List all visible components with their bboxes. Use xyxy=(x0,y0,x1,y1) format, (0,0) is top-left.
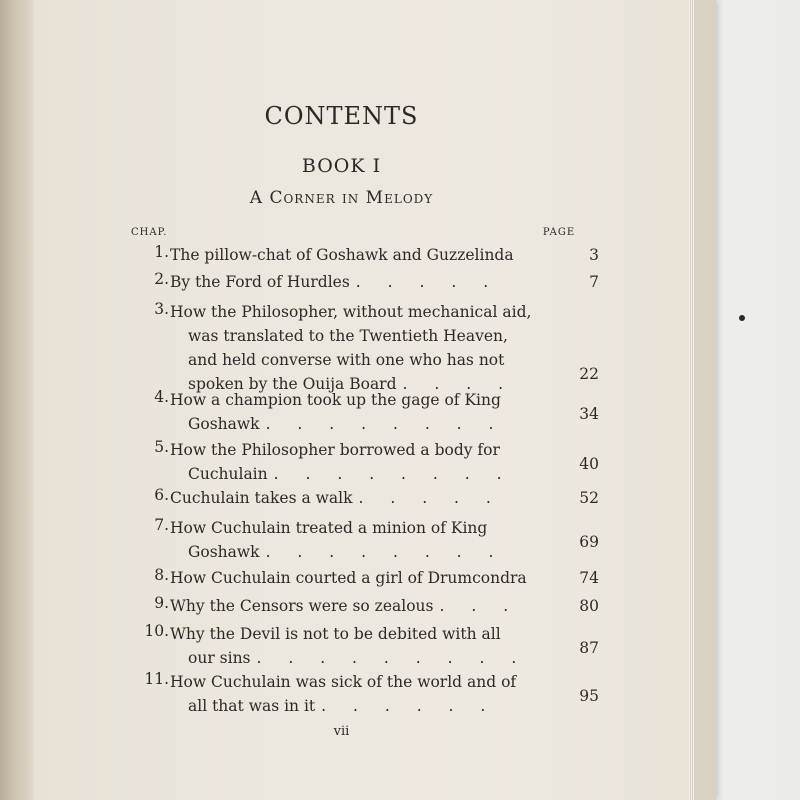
toc-entry-line: How the Philosopher, without mechanical aid, xyxy=(170,303,532,321)
toc-entry-line: was translated to the Twentieth Heaven, xyxy=(188,327,508,345)
toc-entry-line: Goshawk . . . . . . . . xyxy=(188,415,505,433)
toc-entry-title xyxy=(170,670,535,718)
toc-entry-number: 8. xyxy=(154,566,169,584)
leader-dots: . . . . . . xyxy=(321,697,497,715)
page-column-header: PAGE xyxy=(542,227,576,238)
toc-entry-page: 74 xyxy=(579,569,599,587)
toc-entry-title xyxy=(170,438,535,486)
toc-entry-line: our sins . . . . . . . . . xyxy=(188,649,528,667)
toc-entry-number: 5. xyxy=(154,438,169,456)
toc-entry-title xyxy=(170,270,535,294)
book-page xyxy=(34,0,689,800)
leader-dots: . . . xyxy=(439,597,520,615)
chap-column-header: CHAP. xyxy=(131,227,168,238)
toc-entry-line: How Cuchulain was sick of the world and of xyxy=(170,673,517,691)
toc-entry-line: How Cuchulain courted a girl of Drumcondra xyxy=(170,569,527,587)
leader-dots: . . . . . . . . xyxy=(273,465,513,483)
toc-entry-number: 10. xyxy=(144,622,169,640)
toc-entry-page: 7 xyxy=(589,273,599,291)
contents-heading: CONTENTS xyxy=(264,102,419,130)
toc-entry-number: 2. xyxy=(154,270,169,288)
toc-entry-number: 11. xyxy=(144,670,169,688)
toc-entry-line: Why the Devil is not to be debited with all xyxy=(170,625,501,643)
toc-entry-title xyxy=(170,566,535,590)
toc-entry-page: 40 xyxy=(579,455,599,473)
toc-entry-line: Cuchulain . . . . . . . . xyxy=(188,465,513,483)
toc-entry-number: 9. xyxy=(154,594,169,612)
toc-entry-title xyxy=(170,300,535,396)
leader-dots: . . . . . . . . xyxy=(265,543,505,561)
page-edge xyxy=(689,0,695,800)
toc-entry-title xyxy=(170,622,535,670)
book-heading: BOOK I xyxy=(301,155,382,177)
toc-entry-line: How the Philosopher borrowed a body for xyxy=(170,441,500,459)
leader-dots: . . . . . xyxy=(358,489,502,507)
toc-entry-number: 3. xyxy=(154,300,169,318)
page-gutter xyxy=(0,0,34,800)
toc-entry-line: spoken by the Ouija Board . . . . xyxy=(188,375,515,393)
toc-entry-page: 80 xyxy=(579,597,599,615)
toc-entry-number: 1. xyxy=(154,243,169,261)
toc-entry-line: and held converse with one who has not xyxy=(188,351,505,369)
leader-dots: . . . . . . . . xyxy=(265,415,505,433)
toc-entry-line: Cuchulain takes a walk . . . . . xyxy=(170,489,502,507)
toc-entry-title xyxy=(170,594,535,618)
toc-entry-title xyxy=(170,486,535,510)
page-folio: vii xyxy=(333,724,350,739)
toc-entry-page: 3 xyxy=(589,246,599,264)
toc-entry-page: 87 xyxy=(579,639,599,657)
toc-entry-line: Goshawk . . . . . . . . xyxy=(188,543,505,561)
toc-entry-line: By the Ford of Hurdles . . . . . xyxy=(170,273,500,291)
toc-entry-title xyxy=(170,388,535,436)
toc-entry-page: 52 xyxy=(579,489,599,507)
toc-entry-page: 95 xyxy=(579,687,599,705)
toc-entry-page: 34 xyxy=(579,405,599,423)
leader-dots: . . . . . . . . . xyxy=(256,649,528,667)
toc-entry-title xyxy=(170,516,535,564)
toc-entry-line: Why the Censors were so zealous . . . xyxy=(170,597,520,615)
toc-entry-number: 7. xyxy=(154,516,169,534)
book-subtitle: A Corner in Melody xyxy=(249,188,434,208)
leader-dots: . . . . . xyxy=(355,273,500,291)
toc-entry-page: 22 xyxy=(579,365,599,383)
toc-entry-line: all that was in it . . . . . . xyxy=(188,697,497,715)
toc-entry-line: How a champion took up the gage of King xyxy=(170,391,501,409)
toc-entry-line: The pillow-chat of Goshawk and Guzzelinda xyxy=(170,246,514,264)
toc-entry-number: 4. xyxy=(154,388,169,406)
toc-entry-page: 69 xyxy=(579,533,599,551)
surface-speck xyxy=(739,315,745,321)
toc-entry-number: 6. xyxy=(154,486,169,504)
leader-dots: . . . . xyxy=(402,375,515,393)
toc-entry-line: How Cuchulain treated a minion of King xyxy=(170,519,488,537)
toc-entry-title xyxy=(170,243,535,267)
